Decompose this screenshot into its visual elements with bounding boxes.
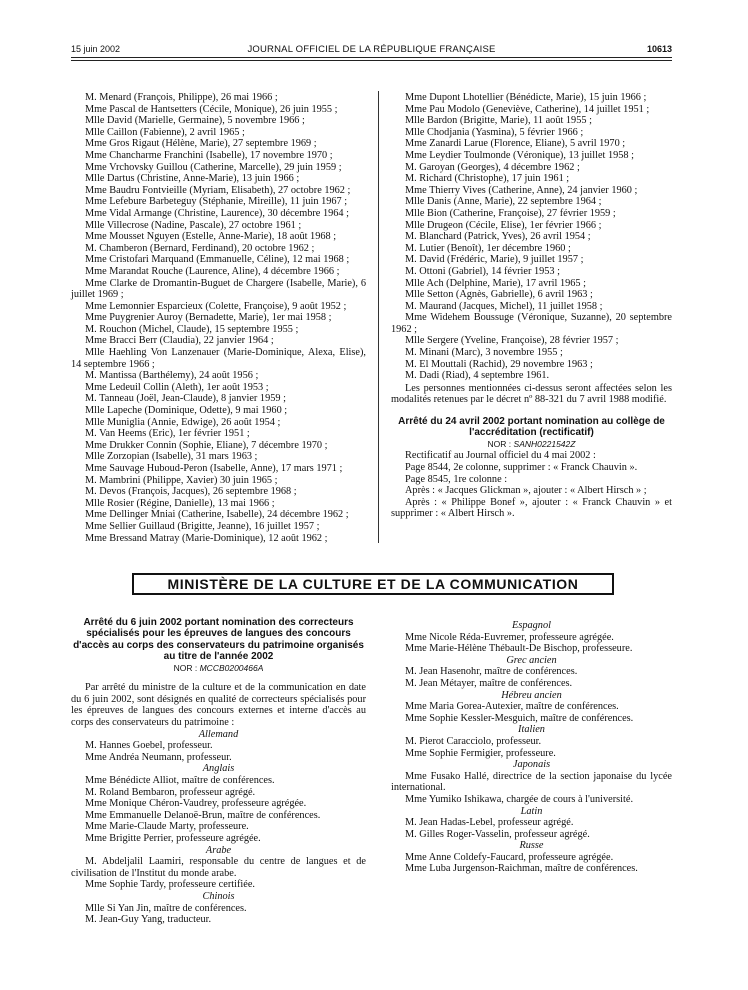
nomination-entry: Mme Drukker Connin (Sophie, Eliane), 7 décembre 1970 ; — [85, 439, 328, 451]
ministry-heading: MINISTÈRE DE LA CULTURE ET DE LA COMMUNICATION — [132, 573, 614, 595]
correcteur-entry: M. Jean Métayer, maître de conférences. — [405, 677, 573, 689]
nomination-entry: Mme Dupont Lhotellier (Bénédicte, Marie), 15 juin 1966 ; — [405, 92, 647, 103]
nomination-entry: Mme Leydier Toulmonde (Véronique), 13 juillet 1958 ; — [405, 149, 635, 161]
rectificatif-line: Page 8544, 2e colonne, supprimer : « Franck Chauvin ». — [405, 462, 638, 474]
correcteur-entry: Mme Luba Jurgenson-Raichman, maître de conférences. — [405, 863, 638, 875]
correcteur-entry: Mme Bénédicte Alliot, maître de conférences. — [85, 774, 275, 786]
page-header — [71, 44, 672, 58]
nomination-entry: Mlle Dartus (Christine, Anne-Marie), 13 juin 1966 ; — [85, 173, 300, 185]
nomination-entry: Mme Bracci Berr (Claudia), 22 janvier 1964 ; — [85, 335, 274, 347]
rectificatif-line: Rectificatif au Journal officiel du 4 mai 2002 : — [405, 450, 596, 462]
correcteur-entry: Mlle Si Yan Jin, maître de conférences. — [85, 902, 247, 914]
nomination-entry: Mme Pascal de Hantsetters (Cécile, Monique), 26 juin 1955 ; — [85, 103, 338, 115]
nomination-entry: Mlle Bion (Catherine, Françoise), 27 février 1959 ; — [405, 207, 616, 219]
nor-label: NOR : — [173, 662, 198, 673]
arrete-24-avril-nor — [391, 439, 672, 451]
nomination-entry: Mme Cristofari Marquand (Emmanuelle, Céline), 12 mai 1968 ; — [85, 254, 350, 266]
nomination-entry: M. Richard (Christophe), 17 juin 1961 ; — [405, 173, 570, 185]
language-heading: Espagnol — [512, 620, 551, 631]
languages-left — [71, 729, 366, 926]
nomination-entry: M. Dadi (Riad), 4 septembre 1961. — [405, 370, 550, 382]
nomination-entry: Mlle Bardon (Brigitte, Marie), 11 août 1955 ; — [405, 115, 592, 127]
language-heading: Italien — [518, 724, 545, 736]
nomination-entry: Mme Lemonnier Esparcieux (Colette, Françoise), 9 août 1952 ; — [85, 300, 347, 312]
language-heading: Allemand — [198, 728, 239, 740]
correcteur-entry: Mme Marie-Hélène Thébault-De Bischop, professeure. — [405, 643, 633, 655]
header-rule-top — [71, 57, 672, 58]
arrete-24-avril-body — [391, 450, 672, 520]
nomination-entry: Mme Bressand Matray (Marie-Dominique), 12 août 1962 ; — [85, 532, 328, 544]
nomination-entry: Mme Vrchovsky Guillou (Catherine, Marcelle), 29 juin 1959 ; — [85, 161, 342, 173]
nomination-entry: Mme Dellinger Mniai (Catherine, Isabelle), 24 décembre 1962 ; — [85, 509, 349, 521]
nomination-entry: Mlle Zorzopian (Isabelle), 31 mars 1963 ; — [85, 451, 258, 463]
nomination-entry: M. Menard (François, Philippe), 26 mai 1966 ; — [85, 92, 278, 103]
correcteur-entry: Mme Andréa Neumann, professeur. — [85, 751, 232, 763]
nomination-entry: Mme Gros Rigaut (Hélène, Marie), 27 septembre 1969 ; — [85, 138, 317, 150]
nomination-entry: Mlle Rosier (Régine, Danielle), 13 mai 1966 ; — [85, 497, 275, 509]
header-journal-title: JOURNAL OFFICIEL DE LA RÉPUBLIQUE FRANÇAISE — [247, 44, 496, 55]
nomination-entry: Mlle David (Marielle, Germaine), 5 novembre 1966 ; — [85, 115, 305, 127]
nomination-entry: M. Lutier (Benoît), 1er décembre 1960 ; — [405, 242, 571, 254]
nomination-entry: M. Van Heems (Eric), 1er février 1951 ; — [85, 428, 250, 440]
language-heading: Anglais — [202, 763, 235, 775]
nomination-entry: Mme Pau Modolo (Geneviève, Catherine), 14 juillet 1951 ; — [405, 103, 650, 115]
nomination-entry: Mme Vidal Armange (Christine, Laurence), 30 décembre 1964 ; — [85, 207, 349, 219]
arrete-24-avril-title: Arrêté du 24 avril 2002 portant nomination au collège de l'accréditation (rectificatif) — [398, 416, 665, 439]
correcteur-entry: Mme Emmanuelle Delanoë-Brun, maître de conférences. — [85, 809, 321, 821]
correcteur-entry: Mme Maria Gorea-Autexier, maître de conférences. — [405, 701, 619, 713]
nomination-entry: Mlle Haehling Von Lanzenauer (Marie-Dominique, Alexa, Elise), 14 septembre 1966 ; — [71, 347, 366, 370]
nomination-entry: Mlle Lapeche (Dominique, Odette), 9 mai 1960 ; — [85, 405, 288, 417]
nomination-entry: Mlle Villecrose (Nadine, Pascale), 27 octobre 1961 ; — [85, 219, 302, 231]
language-heading: Arabe — [205, 844, 232, 856]
nomination-entry: Mme Lefebure Barbeteguy (Stéphanie, Mireille), 11 juin 1967 ; — [85, 196, 348, 208]
correcteur-entry: Mme Marie-Claude Marty, professeure. — [85, 821, 249, 833]
nomination-entry: M. Devos (François, Jacques), 26 septembre 1968 ; — [85, 486, 297, 498]
correcteur-entry: Mme Sophie Kessler-Mesguich, maître de conférences. — [405, 712, 634, 724]
column-divider — [378, 91, 379, 543]
nomination-entry: M. Mambrini (Philippe, Xavier) 30 juin 1965 ; — [85, 474, 278, 486]
nomination-entry: Mme Thierry Vives (Catherine, Anne), 24 janvier 1960 ; — [405, 184, 638, 196]
language-heading: Japonais — [512, 759, 551, 771]
nomination-entry: M. El Mouttali (Rachid), 29 novembre 1963 ; — [405, 358, 593, 370]
nomination-entry: M. Chamberon (Bernard, Ferdinand), 20 octobre 1962 ; — [85, 242, 315, 254]
correcteur-entry: Mme Sophie Fermigier, professeure. — [405, 747, 556, 759]
arrete-6-juin-intro: Par arrêté du ministre de la culture et de la communication en date du 6 juin 2002, sont désignés en qualité de correcteurs spécialisés pour les épreuves de langues des concours externes et interne d'accès au corps des conservateurs du patrimoine : — [71, 682, 366, 728]
right-nomination-list — [391, 92, 672, 382]
nomination-entry: Mlle Ach (Delphine, Marie), 17 avril 1965 ; — [405, 277, 587, 289]
header-date: 15 juin 2002 — [71, 44, 121, 54]
rectificatif-line: Après : « Philippe Bonef », ajouter : « Franck Chauvin » et supprimer : « Albert Hirsch ». — [391, 496, 672, 520]
correcteur-entry: M. Abdeljalil Laamiri, responsable du centre de langues et de civilisation de l'Institut du monde arabe. — [71, 856, 366, 879]
nomination-entry: Mme Sellier Guillaud (Brigitte, Jeanne), 16 juillet 1957 ; — [85, 520, 320, 532]
nomination-entry: M. Ottoni (Gabriel), 14 février 1953 ; — [405, 265, 560, 277]
correcteur-entry: M. Jean-Guy Yang, traducteur. — [85, 914, 212, 926]
correcteur-entry: Mme Fusako Hallé, directrice de la section japonaise du lycée international. — [391, 770, 672, 794]
nomination-entry: Mme Baudru Fontvieille (Myriam, Elisabeth), 27 octobre 1962 ; — [85, 184, 351, 196]
nomination-entry: Mme Marandat Rouche (Laurence, Aline), 4 décembre 1966 ; — [85, 265, 340, 277]
nomination-entry: Mlle Chodjania (Yasmina), 5 février 1966 ; — [405, 126, 584, 138]
nomination-entry: Mme Ledeuil Collin (Aleth), 1er août 1953 ; — [85, 381, 269, 393]
nomination-entry: M. Maurand (Jacques, Michel), 11 juillet 1958 ; — [405, 300, 603, 312]
nomination-entry: M. Rouchon (Michel, Claude), 15 septembre 1955 ; — [85, 323, 299, 335]
nomination-entry: Mlle Setton (Agnès, Gabrielle), 6 avril 1963 ; — [405, 289, 593, 301]
nomination-entry: M. Blanchard (Patrick, Yves), 26 avril 1954 ; — [405, 231, 591, 243]
languages-right — [391, 620, 672, 875]
nomination-entry: Mlle Caillon (Fabienne), 2 avril 1965 ; — [85, 126, 245, 138]
left-column-nominations — [71, 92, 366, 544]
language-heading: Grec ancien — [506, 654, 557, 666]
nomination-entry: Mme Puygrenier Auroy (Bernadette, Marie), 1er mai 1958 ; — [85, 312, 332, 324]
correcteur-entry: Mme Sophie Tardy, professeure certifiée. — [85, 879, 255, 891]
header-page-number: 10613 — [646, 44, 672, 54]
nomination-entry: M. Mantissa (Barthélemy), 24 août 1956 ; — [85, 370, 259, 382]
language-heading: Russe — [519, 840, 544, 852]
language-heading: Chinois — [202, 890, 235, 902]
language-heading: Latin — [520, 805, 543, 817]
left-column-correcteurs — [71, 617, 366, 926]
nomination-entry: M. Tanneau (Joël, Jean-Claude), 8 janvier 1959 ; — [85, 393, 286, 405]
correcteur-entry: M. Jean Hadas-Lebel, professeur agrégé. — [405, 817, 574, 829]
correcteur-entry: M. Jean Hasenohr, maître de conférences. — [405, 666, 578, 678]
nomination-entry: Mlle Muniglia (Annie, Edwige), 26 août 1954 ; — [85, 416, 281, 428]
right-column-correcteurs — [391, 616, 672, 875]
correcteur-entry: M. Pierot Caracciolo, professeur. — [405, 735, 542, 747]
correcteur-entry: Mme Brigitte Perrier, professeure agrégée. — [85, 832, 261, 844]
right-column-nominations — [391, 92, 672, 520]
correcteur-entry: M. Gilles Roger-Vasselin, professeur agrégé. — [405, 828, 590, 840]
right-note: Les personnes mentionnées ci-dessus seront affectées selon les modalités retenues par le décret nº 88-321 du 7 avril 1988 modifié. — [391, 382, 672, 406]
nomination-entry: Mlle Danis (Anne, Marie), 22 septembre 1964 ; — [405, 196, 602, 208]
nor-label: NOR : — [487, 438, 512, 449]
correcteur-entry: Mme Yumiko Ishikawa, chargée de cours à l'université. — [405, 793, 634, 805]
rectificatif-line: Après : « Jacques Glickman », ajouter : « Albert Hirsch » ; — [405, 485, 647, 497]
header-rule-bottom — [71, 60, 672, 61]
correcteur-entry: M. Roland Bembaron, professeur agrégé. — [85, 786, 256, 798]
correcteur-entry: M. Hannes Goebel, professeur. — [85, 740, 213, 752]
nomination-entry: M. David (Frédéric, Marie), 9 juillet 1957 ; — [405, 254, 584, 266]
arrete-6-juin-title: Arrêté du 6 juin 2002 portant nomination des correcteurs spécialisés pour les épreuves de langues des concours d'accès au corps des conservateurs du patrimoine organisés au titre de l'année 2002 — [73, 617, 364, 663]
arrete-6-juin-nor — [71, 663, 366, 675]
nomination-entry: Mlle Sergere (Yveline, Françoise), 28 février 1957 ; — [405, 335, 619, 347]
nomination-entry: Mme Sauvage Huboud-Peron (Isabelle, Anne), 17 mars 1971 ; — [85, 463, 343, 474]
language-heading: Hébreu ancien — [501, 689, 562, 701]
correcteur-entry: Mme Nicole Réda-Euvremer, professeure agrégée. — [405, 631, 614, 643]
nomination-entry: Mme Mousset Nguyen (Estelle, Anne-Marie), 18 août 1968 ; — [85, 231, 337, 243]
nomination-entry: Mme Chancharme Franchini (Isabelle), 17 novembre 1970 ; — [85, 149, 333, 161]
nomination-entry: M. Minani (Marc), 3 novembre 1955 ; — [405, 347, 563, 359]
nor-code: SANH0221542Z — [513, 438, 576, 449]
nomination-entry: Mme Widehem Boussuge (Véronique, Suzanne), 20 septembre 1962 ; — [391, 312, 672, 335]
nomination-entry: Mme Zanardi Larue (Florence, Eliane), 5 avril 1970 ; — [405, 138, 626, 150]
rectificatif-line: Page 8545, 1re colonne : — [405, 473, 508, 485]
nomination-entry: M. Garoyan (Georges), 4 décembre 1962 ; — [405, 161, 580, 173]
nor-code: MCCB0200466A — [199, 662, 264, 673]
correcteur-entry: Mme Monique Chéron-Vaudrey, professeure agrégée. — [85, 798, 307, 810]
correcteur-entry: Mme Anne Coldefy-Faucard, professeure agrégée. — [405, 851, 614, 863]
nomination-entry: Mlle Drugeon (Cécile, Elise), 1er février 1966 ; — [405, 219, 602, 231]
nomination-entry: Mme Clarke de Dromantin-Buguet de Chargere (Isabelle, Marie), 6 juillet 1969 ; — [71, 277, 366, 301]
